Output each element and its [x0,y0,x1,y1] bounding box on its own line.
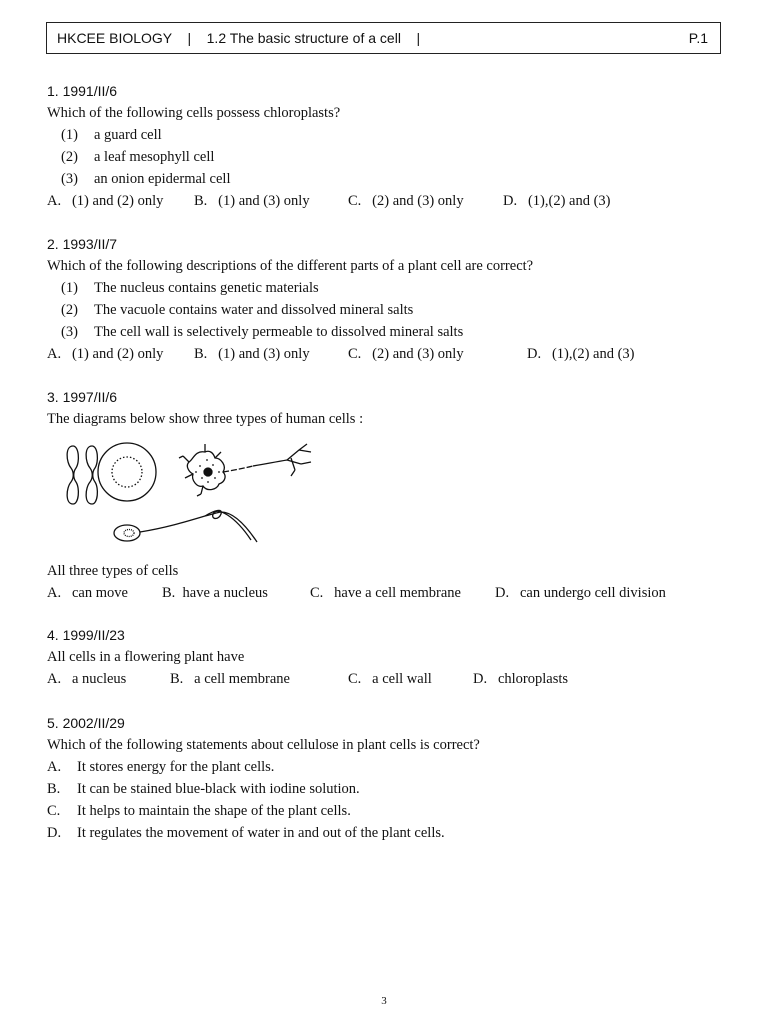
question-heading: 1. 1991/II/6 [47,83,118,99]
statement-number: (2) [61,149,78,165]
statement-1 [47,278,737,300]
option-a: A. (1) and (2) only [47,346,164,362]
choice-d [47,823,737,845]
red-blood-cell-side-2 [86,446,97,504]
option-d: D. can undergo cell division [495,585,666,601]
statement-text: The nucleus contains genetic materials [94,280,319,296]
option-c: C. a cell wall [348,671,432,687]
choice-text: It helps to maintain the shape of the plant cells. [77,803,351,819]
option-d: D. chloroplasts [473,671,569,687]
question-3 [47,389,737,431]
option-a: A. can move [47,585,128,601]
question-stem-continuation: All three types of cells [47,563,179,579]
question-stem: Which of the following statements about cellulose in plant cells is correct? [47,737,480,753]
option-b: B. (1) and (3) only [194,346,310,362]
statement-3 [47,169,737,191]
option-b: B. (1) and (3) only [194,193,310,209]
sperm-cell [114,510,257,542]
question-heading: 2. 1993/II/7 [47,236,118,252]
statement-text: The cell wall is selectively permeable to dissolved mineral salts [94,324,464,340]
option-c: C. (2) and (3) only [348,193,464,209]
question-heading: 4. 1999/II/23 [47,627,125,643]
answer-options [47,669,737,691]
statement-text: a leaf mesophyll cell [94,149,215,165]
question-3-continued [47,561,737,605]
statement-number: (2) [61,302,78,318]
option-c: C. (2) and (3) only [348,346,464,362]
answer-options [47,191,737,213]
red-blood-cell-side-1 [67,446,78,504]
statement-text: The vacuole contains water and dissolved mineral salts [94,302,414,318]
question-5 [47,715,737,845]
option-a: A. a nucleus [47,671,127,687]
choice-letter: C. [47,803,61,819]
header-page-label: P.1 [688,30,708,46]
choice-a [47,757,737,779]
choice-text: It can be stained blue-black with iodine solution. [77,781,360,797]
option-b: B. a cell membrane [170,671,290,687]
option-d: D. (1),(2) and (3) [527,346,635,362]
choice-c [47,801,737,823]
question-2 [47,236,737,366]
question-1 [47,83,737,213]
choice-letter: A. [47,759,62,775]
choice-text: It stores energy for the plant cells. [77,759,275,775]
answer-options [47,583,737,605]
statement-number: (1) [61,127,78,143]
statement-number: (3) [61,324,78,340]
red-blood-cell-center [112,457,142,487]
statement-text: an onion epidermal cell [94,171,231,187]
answer-options [47,344,737,366]
statement-2 [47,147,737,169]
choice-letter: D. [47,825,62,841]
option-c: C. have a cell membrane [310,585,461,601]
question-heading: 3. 1997/II/6 [47,389,118,405]
nerve-cell [179,444,311,496]
choice-letter: B. [47,781,61,797]
option-a: A. (1) and (2) only [47,193,164,209]
red-blood-cell-face [98,443,156,501]
statement-1 [47,125,737,147]
statement-2 [47,300,737,322]
option-b: B. have a nucleus [162,585,268,601]
question-4 [47,627,737,691]
question-stem: The diagrams below show three types of human cells : [47,411,364,427]
question-stem: Which of the following descriptions of the different parts of a plant cell are correct? [47,258,534,274]
statement-text: a guard cell [94,127,162,143]
cells-illustration [55,432,355,552]
question-stem: All cells in a flowering plant have [47,649,245,665]
question-stem: Which of the following cells possess chloroplasts? [47,105,341,121]
page-header [46,22,721,54]
question-heading: 5. 2002/II/29 [47,715,125,731]
page-number: 3 [381,995,387,1007]
statement-number: (1) [61,280,78,296]
statement-3 [47,322,737,344]
choice-text: It regulates the movement of water in and out of the plant cells. [77,825,445,841]
choice-b [47,779,737,801]
statement-number: (3) [61,171,78,187]
option-d: D. (1),(2) and (3) [503,193,611,209]
header-title: HKCEE BIOLOGY | 1.2 The basic structure of a cell | [57,30,421,46]
